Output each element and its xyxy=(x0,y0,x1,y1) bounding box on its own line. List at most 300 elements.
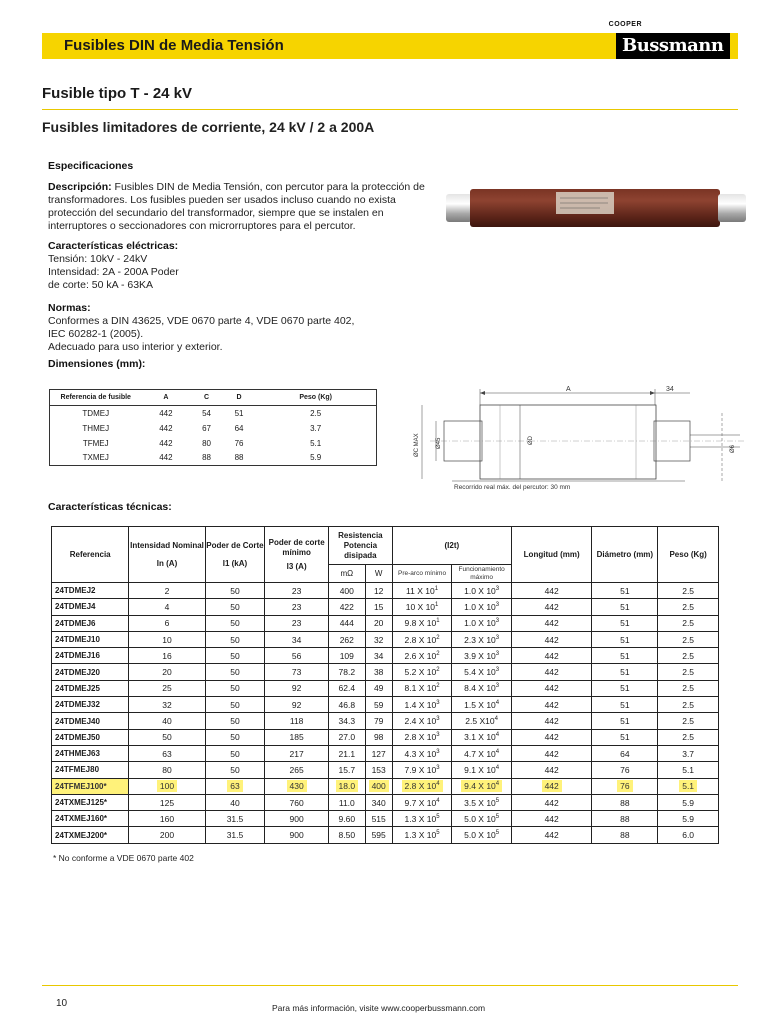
tech-cell-value: 5.1 xyxy=(682,764,695,775)
tech-cell-value: 6.0 xyxy=(682,830,695,841)
tech-exponent: 4 xyxy=(495,781,500,788)
tech-mantissa: 11 X 10 xyxy=(406,585,435,596)
tech-cell-i3 xyxy=(265,615,329,631)
tech-exponent: 4 xyxy=(495,699,500,706)
tech-cell-value: 442 xyxy=(544,748,559,759)
tech-cell-ref xyxy=(52,631,129,647)
tech-cell-l xyxy=(511,794,592,810)
tech-header-i2t: (I2t) xyxy=(392,527,511,565)
tech-cell-p xyxy=(658,583,719,599)
tech-cell-value: 2.5 xyxy=(682,585,695,596)
tech-cell-value: 442 xyxy=(544,683,559,694)
tech-mantissa: 2.5 X10 xyxy=(465,716,495,727)
tech-exponent: 2 xyxy=(436,667,440,674)
tech-cell-value xyxy=(461,780,502,792)
tech-cell-in xyxy=(129,631,205,647)
dim-cell: 5.9 xyxy=(310,453,322,463)
tech-cell-value: 88 xyxy=(620,797,630,808)
tech-cell-fun xyxy=(452,615,512,631)
tech-cell-value: 185 xyxy=(289,732,304,743)
dim-row xyxy=(50,436,377,451)
tech-cell-w xyxy=(365,583,392,599)
tech-cell-value: 15.7 xyxy=(338,764,356,775)
tech-cell-value: 34 xyxy=(373,650,384,661)
tech-cell-value: 442 xyxy=(542,780,562,792)
tech-header-in-label: Intensidad Nominal xyxy=(130,540,204,550)
logo-box xyxy=(616,33,730,59)
tech-cell-m xyxy=(329,729,366,745)
tech-row xyxy=(52,599,719,615)
tech-cell-value: 11.0 xyxy=(338,797,355,808)
tech-cell-value: 51 xyxy=(620,618,630,629)
tech-header-poder xyxy=(205,527,265,583)
tech-cell-p xyxy=(658,811,719,827)
tech-exponent: 5 xyxy=(495,813,500,820)
tech-header-long: Longitud (mm) xyxy=(511,527,592,583)
tech-cell-value: 760 xyxy=(289,797,304,808)
tech-row xyxy=(52,648,719,664)
tech-cell-value: 24TXMEJ160* xyxy=(55,814,108,824)
drawing-label-a: A xyxy=(566,386,571,393)
tech-cell-in xyxy=(129,827,205,843)
tech-cell-i3 xyxy=(265,697,329,713)
banner-title: Fusibles DIN de Media Tensión xyxy=(64,37,284,54)
tech-mantissa: 1.0 X 10 xyxy=(464,618,496,629)
tech-cell-l xyxy=(511,615,592,631)
tech-cell-value xyxy=(405,732,440,742)
tech-cell-value: 24TDMEJ4 xyxy=(55,602,96,612)
tech-mantissa: 5.2 X 10 xyxy=(404,667,437,678)
tech-cell-p xyxy=(658,794,719,810)
tech-cell-value: 442 xyxy=(544,699,559,710)
tech-cell-value xyxy=(464,635,499,645)
tech-exponent: 2 xyxy=(436,634,440,641)
tech-cell-value xyxy=(464,700,499,710)
tech-cell-value: 51 xyxy=(620,601,630,612)
tech-cell-pre xyxy=(392,631,452,647)
tech-cell-ref xyxy=(52,680,129,696)
tech-cell-i1 xyxy=(205,729,265,745)
tech-cell-value: 217 xyxy=(289,748,304,759)
tech-cell-value: 80 xyxy=(162,764,172,775)
tech-row xyxy=(52,745,719,761)
tech-cell-value: 31.5 xyxy=(226,813,244,824)
tech-exponent: 1 xyxy=(436,618,440,625)
drawing-label-45: Ø45 xyxy=(436,437,442,449)
tech-cell-fun xyxy=(452,811,512,827)
tech-cell-value xyxy=(464,732,499,742)
tech-cell-value: 38 xyxy=(373,667,384,678)
tech-mantissa: 1.4 X 10 xyxy=(404,699,437,710)
tech-cell-l xyxy=(511,811,592,827)
tech-cell-m xyxy=(329,583,366,599)
dim-header-a: A xyxy=(142,390,191,406)
tech-cell-value xyxy=(464,765,499,775)
tech-cell-in xyxy=(129,713,205,729)
footer-text: Para más información, visite www.cooperbussmann.com xyxy=(272,1003,486,1013)
tech-cell-ref xyxy=(52,794,129,810)
tech-cell-m xyxy=(329,713,366,729)
tech-cell-i3 xyxy=(265,664,329,680)
tech-cell-m xyxy=(329,827,366,843)
tech-header-in-unit: In (A) xyxy=(156,558,178,568)
tech-cell-value: 78.2 xyxy=(338,667,356,678)
tech-cell-value xyxy=(464,602,499,612)
tech-cell-ref xyxy=(52,827,129,843)
tech-header-poder-label: Poder de Corte xyxy=(206,540,264,550)
tech-cell-value: 31.5 xyxy=(226,830,244,841)
tech-cell-i3 xyxy=(265,599,329,615)
tech-cell-p xyxy=(658,680,719,696)
tech-cell-value: 265 xyxy=(289,764,304,775)
tech-mantissa: 3.5 X 10 xyxy=(464,797,496,808)
tech-cell-value: 442 xyxy=(544,585,559,596)
tech-cell-value xyxy=(464,798,499,808)
dim-cell: 67 xyxy=(202,423,211,433)
tech-cell-value: 51 xyxy=(620,699,630,710)
tech-mantissa: 7.9 X 10 xyxy=(404,764,437,775)
dim-cell: 5.1 xyxy=(310,438,322,448)
tech-cell-value: 442 xyxy=(544,732,559,743)
tech-cell-d xyxy=(592,778,658,794)
tech-mantissa: 3.1 X 10 xyxy=(464,732,496,743)
tech-exponent: 2 xyxy=(436,651,440,657)
tech-cell-value: 50 xyxy=(230,764,240,775)
tech-cell-value: 24TDMEJ16 xyxy=(55,651,100,661)
tech-cell-value: 24TDMEJ25 xyxy=(55,683,100,693)
tech-cell-p xyxy=(658,729,719,745)
tech-cell-ref xyxy=(52,811,129,827)
tech-cell-w xyxy=(365,697,392,713)
tech-header-res-w: W xyxy=(365,565,392,583)
tech-cell-d xyxy=(592,794,658,810)
tech-cell-value xyxy=(406,586,438,596)
dimensions-table xyxy=(49,389,377,466)
dim-cell: 442 xyxy=(159,423,173,433)
tech-cell-pre xyxy=(392,664,452,680)
tech-row xyxy=(52,697,719,713)
tech-cell-in xyxy=(129,615,205,631)
tech-cell-p xyxy=(658,648,719,664)
tech-cell-ref xyxy=(52,583,129,599)
tech-cell-i3 xyxy=(265,794,329,810)
tech-cell-value: 24TDMEJ50 xyxy=(55,732,100,742)
tech-cell-value: 24TDMEJ32 xyxy=(55,700,100,710)
tech-cell-w xyxy=(365,794,392,810)
tech-cell-in xyxy=(129,583,205,599)
tech-cell-value: 5.1 xyxy=(679,780,697,792)
dimensions-heading: Dimensiones (mm): xyxy=(48,358,146,370)
tech-cell-w xyxy=(365,631,392,647)
tech-cell-value: 88 xyxy=(620,813,630,824)
tech-cell-i1 xyxy=(205,697,265,713)
tech-cell-value xyxy=(464,586,499,596)
tech-exponent: 3 xyxy=(495,585,500,592)
tech-exponent: 4 xyxy=(494,716,498,723)
tech-cell-in xyxy=(129,778,205,794)
dim-row xyxy=(50,421,377,436)
tech-cell-value: 92 xyxy=(291,699,302,710)
tech-cell-ref xyxy=(52,599,129,615)
tech-mantissa: 4.3 X 10 xyxy=(404,748,437,759)
tech-cell-i1 xyxy=(205,778,265,794)
header-banner xyxy=(42,21,738,59)
tech-cell-d xyxy=(592,664,658,680)
tech-cell-value xyxy=(464,830,499,840)
tech-cell-fun xyxy=(452,729,512,745)
tech-cell-fun xyxy=(452,680,512,696)
tech-cell-ref xyxy=(52,697,129,713)
tech-cell-m xyxy=(329,778,366,794)
tech-cell-m xyxy=(329,697,366,713)
tech-cell-value xyxy=(405,716,440,726)
tech-cell-value: 9.60 xyxy=(338,813,356,824)
norms-line: Conformes a DIN 43625, VDE 0670 parte 4, VDE 0670 parte 402, xyxy=(48,315,355,327)
tech-cell-value: 442 xyxy=(544,764,559,775)
tech-cell-pre xyxy=(392,680,452,696)
tech-cell-value: 50 xyxy=(162,732,172,743)
tech-cell-i1 xyxy=(205,827,265,843)
tech-cell-d xyxy=(592,745,658,761)
tech-cell-d xyxy=(592,729,658,745)
fuse-dimension-drawing xyxy=(400,383,748,493)
tech-exponent: 5 xyxy=(495,830,500,837)
tech-exponent: 3 xyxy=(495,602,500,609)
tech-cell-value: 24TDMEJ10 xyxy=(55,635,100,645)
footnote: * No conforme a VDE 0670 parte 402 xyxy=(53,853,194,863)
dim-header-peso: Peso (Kg) xyxy=(255,390,376,406)
tech-cell-i1 xyxy=(205,713,265,729)
tech-cell-p xyxy=(658,713,719,729)
tech-mantissa: 5.0 X 10 xyxy=(464,830,496,841)
tech-cell-value: 40 xyxy=(230,797,240,808)
tech-cell-m xyxy=(329,762,366,778)
tech-cell-value: 2.5 xyxy=(682,732,695,743)
tech-cell-i3 xyxy=(265,762,329,778)
tech-cell-fun xyxy=(452,664,512,680)
tech-cell-value xyxy=(464,749,499,759)
tech-exponent: 5 xyxy=(495,797,500,804)
tech-cell-i1 xyxy=(205,583,265,599)
tech-cell-pre xyxy=(392,615,452,631)
tech-cell-ref xyxy=(52,664,129,680)
tech-cell-value: 2.5 xyxy=(682,699,695,710)
tech-cell-p xyxy=(658,827,719,843)
tech-cell-in xyxy=(129,664,205,680)
tech-cell-w xyxy=(365,648,392,664)
tech-cell-value: 23 xyxy=(291,585,302,596)
electrical-line: Intensidad: 2A - 200A Poder xyxy=(48,266,179,278)
tech-cell-value: 5.9 xyxy=(682,797,695,808)
tech-cell-value: 2.5 xyxy=(682,716,695,727)
tech-cell-pre xyxy=(392,583,452,599)
tech-cell-value xyxy=(405,618,440,628)
tech-mantissa: 2.3 X 10 xyxy=(464,634,496,645)
tech-cell-value: 50 xyxy=(230,601,240,612)
tech-cell-fun xyxy=(452,583,512,599)
dim-row xyxy=(50,406,377,421)
tech-mantissa: 1.0 X 10 xyxy=(464,585,496,596)
tech-header-row xyxy=(52,527,719,565)
tech-cell-value: 50 xyxy=(230,634,240,645)
tech-cell-d xyxy=(592,697,658,713)
tech-cell-value: 2.5 xyxy=(682,667,695,678)
tech-cell-i1 xyxy=(205,599,265,615)
tech-mantissa: 5.4 X 10 xyxy=(464,667,496,678)
tech-cell-i1 xyxy=(205,811,265,827)
tech-cell-value: 2.5 xyxy=(682,683,695,694)
tech-cell-i3 xyxy=(265,778,329,794)
tech-cell-fun xyxy=(452,745,512,761)
tech-mantissa: 2.8 X 10 xyxy=(404,634,437,645)
technical-table xyxy=(51,526,719,844)
tech-cell-value: 20 xyxy=(162,667,172,678)
tech-exponent: 1 xyxy=(434,585,439,592)
tech-cell-value: 6 xyxy=(164,618,170,629)
description-text: Fusibles DIN de Media Tensión, con percutor para la protección de transformadores. Los fusibles pueden ser usados incluso cuando no exista protección del secundario del transformador, siempre que se instalen en interruptores o seccionadores con microrruptores para el percutor. xyxy=(48,181,425,232)
tech-mantissa: 1.3 X 10 xyxy=(404,813,437,824)
tech-cell-m xyxy=(329,648,366,664)
tech-cell-value: 34 xyxy=(291,634,302,645)
dim-cell: 80 xyxy=(202,438,211,448)
tech-cell-value: 442 xyxy=(544,650,559,661)
dim-cell: 64 xyxy=(234,423,244,433)
tech-cell-in xyxy=(129,811,205,827)
tech-cell-value: 56 xyxy=(291,650,302,661)
tech-row xyxy=(52,713,719,729)
tech-cell-pre xyxy=(392,778,452,794)
tech-cell-value xyxy=(405,651,440,661)
tech-cell-m xyxy=(329,811,366,827)
tech-cell-d xyxy=(592,713,658,729)
tech-cell-value: 24TDMEJ20 xyxy=(55,667,100,677)
tech-cell-value: 50 xyxy=(230,650,240,661)
tech-cell-pre xyxy=(392,599,452,615)
tech-cell-l xyxy=(511,762,592,778)
electrical-line: de corte: 50 kA - 63KA xyxy=(48,279,154,291)
tech-row xyxy=(52,827,719,843)
tech-mantissa: 1.5 X 10 xyxy=(464,699,496,710)
tech-cell-value: 50 xyxy=(230,618,240,629)
tech-cell-value: 73 xyxy=(291,667,302,678)
tech-cell-i3 xyxy=(265,745,329,761)
tech-mantissa: 3.9 X 10 xyxy=(464,650,496,661)
tech-cell-value: 127 xyxy=(371,748,386,759)
tech-cell-m xyxy=(329,664,366,680)
tech-cell-value: 50 xyxy=(230,732,240,743)
tech-cell-value: 24TFMEJ80 xyxy=(55,765,100,775)
dim-header-ref: Referencia de fusible xyxy=(50,390,142,406)
tech-exponent: 3 xyxy=(495,651,500,657)
tech-cell-value: 24TFMEJ100* xyxy=(55,781,107,791)
tech-cell-value: 8.50 xyxy=(338,830,356,841)
tech-cell-fun xyxy=(452,794,512,810)
tech-cell-l xyxy=(511,664,592,680)
tech-cell-value xyxy=(405,814,440,824)
tech-cell-value xyxy=(464,683,499,693)
tech-cell-pre xyxy=(392,648,452,664)
tech-cell-in xyxy=(129,648,205,664)
tech-cell-w xyxy=(365,762,392,778)
tech-cell-i1 xyxy=(205,794,265,810)
electrical-list xyxy=(48,253,438,292)
tech-exponent: 1 xyxy=(435,602,439,609)
tech-cell-value: 442 xyxy=(544,618,559,629)
tech-cell-fun xyxy=(452,631,512,647)
dim-cell: 3.7 xyxy=(310,423,322,433)
tech-mantissa: 9.8 X 10 xyxy=(404,618,437,629)
tech-cell-value xyxy=(402,780,443,792)
dim-cell: TDMEJ xyxy=(82,408,110,418)
tech-cell-value: 515 xyxy=(371,813,386,824)
tech-cell-value: 2.5 xyxy=(682,601,695,612)
tech-cell-value: 76 xyxy=(617,780,632,792)
tech-exponent: 3 xyxy=(436,748,440,755)
tech-cell-i1 xyxy=(205,615,265,631)
tech-exponent: 4 xyxy=(436,781,440,788)
tech-cell-value: 59 xyxy=(373,699,384,710)
tech-cell-w xyxy=(365,713,392,729)
tech-cell-value: 24TXMEJ200* xyxy=(55,830,108,840)
tech-cell-m xyxy=(329,745,366,761)
tech-cell-l xyxy=(511,745,592,761)
tech-cell-value: 51 xyxy=(620,634,630,645)
tech-cell-i1 xyxy=(205,680,265,696)
tech-cell-value xyxy=(465,716,498,726)
dim-cell: 88 xyxy=(202,453,211,463)
tech-cell-value xyxy=(464,651,499,661)
tech-cell-w xyxy=(365,615,392,631)
drawing-label-34: 34 xyxy=(666,386,674,393)
norms-line: IEC 60282-1 (2005). xyxy=(48,328,144,340)
tech-row xyxy=(52,664,719,680)
tech-cell-ref xyxy=(52,729,129,745)
tech-cell-value xyxy=(405,635,440,645)
tech-cell-value: 442 xyxy=(544,716,559,727)
tech-row xyxy=(52,729,719,745)
dim-header-d: D xyxy=(223,390,256,406)
tech-mantissa: 2.8 X 10 xyxy=(404,732,437,743)
dim-cell: TFMEJ xyxy=(82,438,109,448)
drawing-label-d: ØD xyxy=(528,436,534,445)
tech-cell-value: 400 xyxy=(339,585,354,596)
tech-cell-value xyxy=(405,798,440,808)
tech-exponent: 2 xyxy=(436,683,440,690)
tech-cell-value: 18.0 xyxy=(336,780,359,792)
tech-cell-l xyxy=(511,697,592,713)
tech-cell-value: 63 xyxy=(162,748,172,759)
norms-heading: Normas: xyxy=(48,302,91,314)
tech-cell-value xyxy=(464,814,499,824)
tech-exponent: 5 xyxy=(436,830,440,837)
footer-divider xyxy=(42,985,738,986)
tech-exponent: 4 xyxy=(436,797,440,804)
tech-cell-p xyxy=(658,745,719,761)
tech-header-peso: Peso (Kg) xyxy=(658,527,719,583)
tech-row xyxy=(52,631,719,647)
tech-cell-i3 xyxy=(265,811,329,827)
fuse-photo xyxy=(440,180,750,240)
tech-cell-value: 50 xyxy=(230,683,240,694)
tech-cell-value: 62.4 xyxy=(338,683,356,694)
tech-cell-value: 23 xyxy=(291,601,302,612)
tech-cell-fun xyxy=(452,648,512,664)
tech-cell-value: 900 xyxy=(289,830,304,841)
tech-cell-d xyxy=(592,615,658,631)
tech-exponent: 4 xyxy=(495,765,500,772)
tech-exponent: 3 xyxy=(436,716,440,723)
tech-cell-in xyxy=(129,745,205,761)
